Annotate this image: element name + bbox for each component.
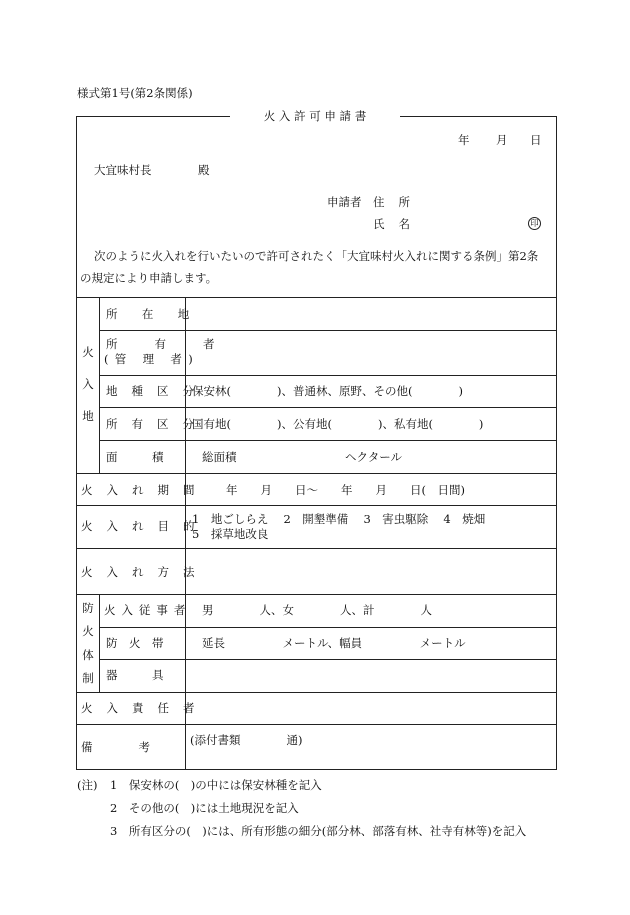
statement-line-2: の規定により申請します。 <box>80 271 218 285</box>
divider <box>99 330 557 331</box>
ownership-label: 所 有 区 分 <box>106 417 200 431</box>
divider <box>99 375 557 376</box>
addressee-name: 大宜味村長 <box>94 163 152 177</box>
fire-site-group-label <box>77 336 99 432</box>
workers-label: 火 入 従 事 者 <box>104 603 187 617</box>
divider <box>99 297 100 473</box>
fire-prevention-group-char: 防 <box>82 600 94 615</box>
ownership-value: 国有地( )、公有地( )、私有地( ) <box>192 417 484 431</box>
fire-prevention-group-label <box>77 596 99 690</box>
divider <box>99 627 557 628</box>
period-value: 年 月 日～ 年 月 日( 日間) <box>226 483 465 497</box>
note-item: 2 その他の( )には土地現況を記入 <box>110 801 299 815</box>
responsible-person-label: 火 入 責 任 者 <box>81 701 200 715</box>
purpose-label: 火 入 れ 目 的 <box>81 519 200 533</box>
land-type-value: 保安林( )、普通林、原野、その他( ) <box>192 384 463 398</box>
remarks-label: 備 考 <box>81 740 150 754</box>
form-number: 様式第1号(第2条関係) <box>77 86 193 100</box>
fire-site-group-char: 火 <box>82 345 94 359</box>
owner-label: 所 有 者 <box>106 337 232 351</box>
method-label: 火 入 れ 方 法 <box>81 565 200 579</box>
divider <box>76 505 557 506</box>
divider <box>76 724 557 725</box>
applicant-label: 申請者 <box>327 195 362 209</box>
divider <box>185 297 186 770</box>
divider <box>76 692 557 693</box>
equipment-label: 器 具 <box>106 668 164 682</box>
remarks-value: (添付書類 通) <box>190 733 303 747</box>
divider <box>99 440 557 441</box>
purpose-line-2: 5 採草地改良 <box>192 527 269 541</box>
firebreak-label: 防 火 帯 <box>106 636 164 650</box>
fire-prevention-group-char: 火 <box>82 624 94 639</box>
applicant-name-label: 氏 名 <box>373 217 416 231</box>
divider <box>76 594 557 595</box>
area-unit: ヘクタール <box>345 450 403 464</box>
note-item: 3 所有区分の( )には、所有形態の細分(部分林、部落有林、社寺有林等)を記入 <box>110 824 527 838</box>
area-label: 面 積 <box>106 450 164 464</box>
date-day-label: 日 <box>530 133 542 147</box>
workers-value: 男 人、女 人、計 人 <box>202 603 432 617</box>
addressee-honorific: 殿 <box>198 163 210 177</box>
statement-line-1: 次のように火入れを行いたいので許可されたく「大宜味村火入れに関する条例」第2条 <box>94 249 539 263</box>
fire-prevention-group-char: 体 <box>82 647 94 662</box>
notes-header: (注) <box>77 778 98 792</box>
divider <box>76 297 557 298</box>
period-label: 火 入 れ 期 間 <box>81 483 200 497</box>
form-title: 火 入 許 可 申 請 書 <box>230 108 400 124</box>
divider <box>99 659 557 660</box>
manager-label: (管 理 者) <box>104 352 200 366</box>
divider <box>99 594 100 692</box>
divider <box>76 473 557 474</box>
divider <box>76 548 557 549</box>
date-month-label: 月 <box>496 133 508 147</box>
fire-site-group-char: 地 <box>82 409 94 423</box>
fire-site-group-char: 入 <box>82 377 94 391</box>
firebreak-value: 延長 メートル、幅員 メートル <box>202 636 466 650</box>
purpose-line-1: 1 地ごしらえ 2 開墾準備 3 害虫駆除 4 焼畑 <box>192 512 486 526</box>
applicant-address-label: 住 所 <box>373 195 416 209</box>
location-label: 所 在 地 <box>106 307 200 321</box>
fire-prevention-group-char: 制 <box>82 671 94 686</box>
note-item: 1 保安林の( )の中には保安林種を記入 <box>110 778 322 792</box>
divider <box>99 407 557 408</box>
area-prefix: 総面積 <box>202 450 237 464</box>
seal-mark-icon: 印 <box>528 217 541 230</box>
date-year-label: 年 <box>458 133 470 147</box>
land-type-label: 地 種 区 分 <box>106 384 200 398</box>
